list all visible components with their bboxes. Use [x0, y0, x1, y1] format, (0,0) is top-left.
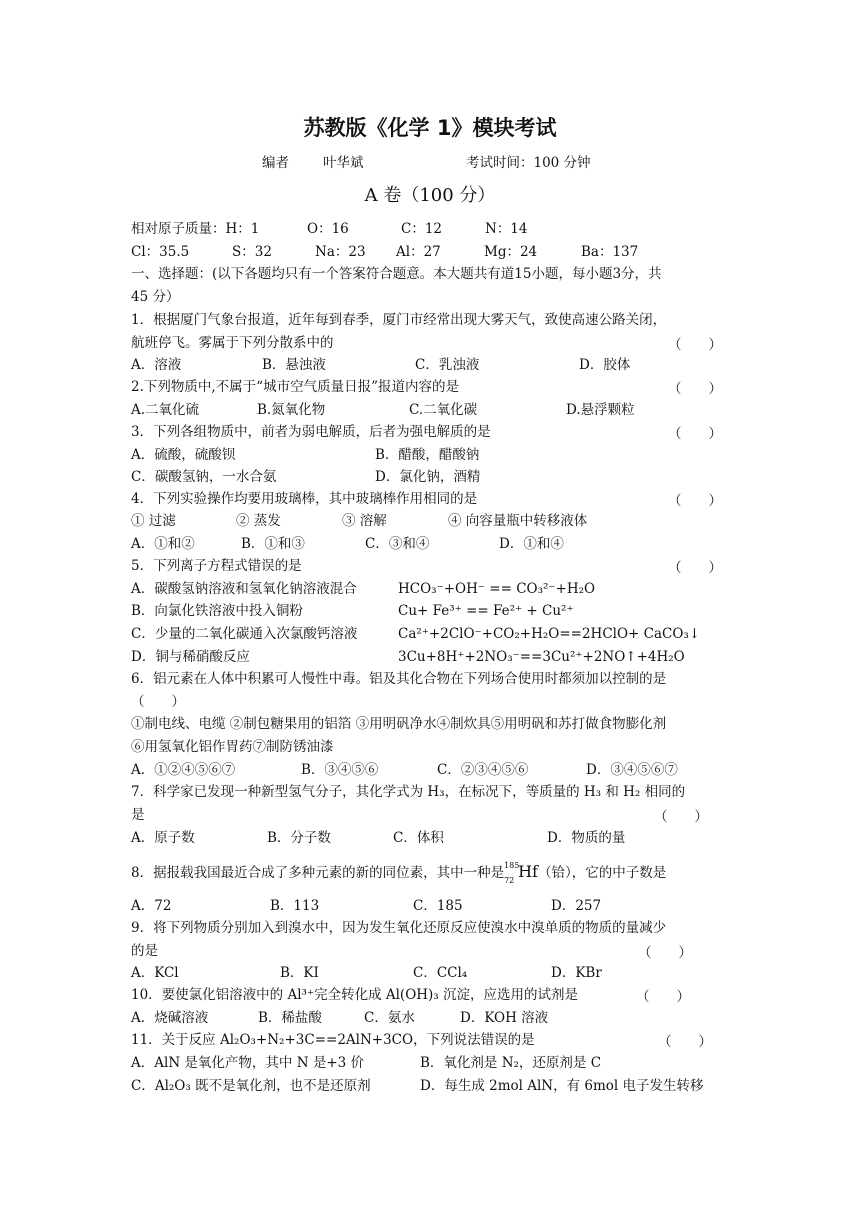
answer-paren: （ ）	[668, 560, 722, 576]
editor-name: 叶华斌	[323, 155, 364, 171]
option: D．KBr	[551, 965, 602, 981]
option: B．稀盐酸	[258, 1010, 322, 1026]
question-1-stem: 1．根据厦门气象台报道，近年每到春季，厦门市经常出现大雾天气，致使高速公路关闭，	[131, 312, 667, 328]
option: A．硫酸，硫酸钡	[131, 447, 236, 463]
option: B．KI	[280, 965, 319, 981]
mass-c: C：12	[401, 221, 443, 237]
option: C．CCl₄	[413, 965, 468, 981]
option: A．①②④⑤⑥⑦	[131, 762, 236, 778]
option: D．③④⑤⑥⑦	[586, 762, 678, 778]
mass-mg: Mg：24	[484, 244, 538, 260]
option: A．烧碱溶液	[131, 1010, 209, 1026]
section-title: A 卷（100 分）	[364, 185, 496, 206]
question-1-stem-cont: 航班停飞。雾属于下列分散系中的	[131, 335, 334, 351]
answer-paren: （ ）	[636, 989, 690, 1005]
option: A．溶液	[131, 357, 182, 373]
isotope-mass-number: 185	[504, 861, 520, 870]
question-3-stem: 3．下列各组物质中，前者为弱电解质，后者为强电解质的是	[131, 424, 491, 440]
mass-n: N：14	[485, 221, 528, 237]
equation: Ca²⁺+2ClO⁻+CO₂+H₂O==2HClO+ CaCO₃↓	[398, 626, 701, 642]
isotope-atomic-number: 72	[504, 876, 515, 885]
equation: HCO₃⁻+OH⁻ == CO₃²⁻+H₂O	[398, 581, 596, 597]
exam-time: 考试时间：100 分钟	[466, 155, 591, 171]
option: D.悬浮颗粒	[566, 402, 635, 418]
answer-paren: （ ）	[638, 945, 692, 961]
option: B．③④⑤⑥	[301, 762, 379, 778]
option: B．氧化剂是 N₂，还原剂是 C	[420, 1055, 602, 1071]
item: ④ 向容量瓶中转移液体	[448, 513, 588, 529]
isotope-notation	[504, 861, 520, 885]
mass-ba: Ba：137	[581, 244, 639, 260]
option: B.氮氧化物	[257, 402, 326, 418]
question-7-stem: 7．科学家已发现一种新型氢气分子，其化学式为 H₃，在标况下，等质量的 H₃ 和 H₂ 相同的	[131, 784, 686, 800]
option: B．悬浊液	[262, 357, 326, 373]
question-8-stem-text: 8．据报载我国最近合成了多种元素的新的同位素，其中一种是	[131, 865, 505, 881]
mass-o: O：16	[307, 221, 349, 237]
part1-heading-cont: 45 分）	[131, 289, 180, 305]
question-6-list-2: ⑥用氢氧化铝作胃药⑦制防锈油漆	[131, 739, 334, 755]
option: C．氨水	[364, 1010, 415, 1026]
option: D．257	[551, 898, 602, 914]
question-6-stem: 6．铝元素在人体中积累可人慢性中毒。铝及其化合物在下列场合使用时都须加以控制的是	[131, 671, 667, 687]
question-8-stem	[131, 862, 666, 883]
question-6-list-1: ①制电线、电缆 ②制包糖果用的铝箔 ③用明矾净水④制炊具⑤用明矾和苏打做食物膨化剂	[131, 716, 667, 732]
question-7-stem-cont: 是	[131, 807, 145, 823]
option: C．碳酸氢钠，一水合氨	[131, 469, 277, 485]
answer-paren: （ ）	[654, 809, 708, 825]
option: A．72	[131, 898, 172, 914]
option: C．少量的二氧化碳通入次氯酸钙溶液	[131, 626, 358, 642]
answer-paren: （ ）	[668, 493, 722, 509]
option: B．113	[270, 898, 320, 914]
option: C．185	[413, 898, 463, 914]
option: D．每生成 2mol AlN，有 6mol 电子发生转移	[420, 1078, 704, 1094]
option: C．Al₂O₃ 既不是氧化剂，也不是还原剂	[131, 1078, 371, 1094]
mass-h: 相对原子质量：H：1	[131, 221, 260, 237]
equation: 3Cu+8H⁺+2NO₃⁻==3Cu²⁺+2NO↑+4H₂O	[398, 649, 685, 665]
option: C.二氧化碳	[409, 402, 478, 418]
option: A．KCl	[131, 965, 179, 981]
option: A．碳酸氢钠溶液和氢氧化钠溶液混合	[131, 581, 357, 597]
question-8-stem-end: （铪），它的中子数是	[537, 865, 667, 881]
option: C．②③④⑤⑥	[437, 762, 529, 778]
option: A.二氧化硫	[131, 402, 200, 418]
answer-paren: （ ）	[658, 1034, 712, 1050]
option: B．醋酸，醋酸钠	[375, 447, 480, 463]
mass-na: Na：23	[315, 244, 366, 260]
option: C．③和④	[365, 536, 430, 552]
item: ③ 溶解	[342, 513, 387, 529]
question-2-stem: 2.下列物质中,不属于“城市空气质量日报”报道内容的是	[131, 379, 459, 395]
item: ② 蒸发	[236, 513, 281, 529]
part1-heading: 一、选择题：(以下各题均只有一个答案符合题意。本大题共有道15小题，每小题3分，共	[131, 266, 662, 282]
answer-paren: （ ）	[668, 381, 722, 397]
mass-cl: Cl：35.5	[131, 244, 190, 260]
option: C．体积	[393, 830, 444, 846]
answer-paren: （ ）	[668, 426, 722, 442]
question-10-stem: 10．要使氯化铝溶液中的 Al³⁺完全转化成 Al(OH)₃ 沉淀，应选用的试剂是	[131, 987, 579, 1003]
question-9-stem-cont: 的是	[131, 943, 158, 959]
option: A．AlN 是氧化产物，其中 N 是+3 价	[131, 1055, 365, 1071]
option: D．①和④	[499, 536, 564, 552]
option: D．铜与稀硝酸反应	[131, 649, 250, 665]
option: D．胶体	[579, 357, 631, 373]
mass-s: S：32	[232, 244, 272, 260]
editor-label: 编者	[262, 155, 289, 171]
mass-al: Al：27	[396, 244, 441, 260]
option: B．①和③	[241, 536, 305, 552]
option: A．原子数	[131, 830, 195, 846]
question-9-stem: 9．将下列物质分别加入到溴水中，因为发生氧化还原反应使溴水中溴单质的物质的量减少	[131, 920, 667, 936]
option: D．氯化钠，酒精	[375, 469, 481, 485]
exam-title: 苏教版《化学 1》模块考试	[303, 116, 557, 140]
answer-paren: （ ）	[668, 337, 722, 353]
option: B．分子数	[267, 830, 331, 846]
option: C．乳浊液	[415, 357, 480, 373]
option: A．①和②	[131, 536, 195, 552]
option: B．向氯化铁溶液中投入铜粉	[131, 603, 303, 619]
question-5-stem: 5．下列离子方程式错误的是	[131, 558, 302, 574]
item: ① 过滤	[131, 513, 176, 529]
question-4-stem: 4．下列实验操作均要用玻璃棒，其中玻璃棒作用相同的是	[131, 491, 478, 507]
equation: Cu+ Fe³⁺ == Fe²⁺ + Cu²⁺	[398, 603, 574, 619]
option: D．物质的量	[547, 830, 626, 846]
option: D．KOH 溶液	[460, 1010, 549, 1026]
question-11-stem: 11．关于反应 Al₂O₃+N₂+3C==2AlN+3CO，下列说法错误的是	[131, 1032, 535, 1048]
answer-paren: （ ）	[131, 694, 185, 710]
isotope-symbol: Hf	[518, 862, 538, 881]
